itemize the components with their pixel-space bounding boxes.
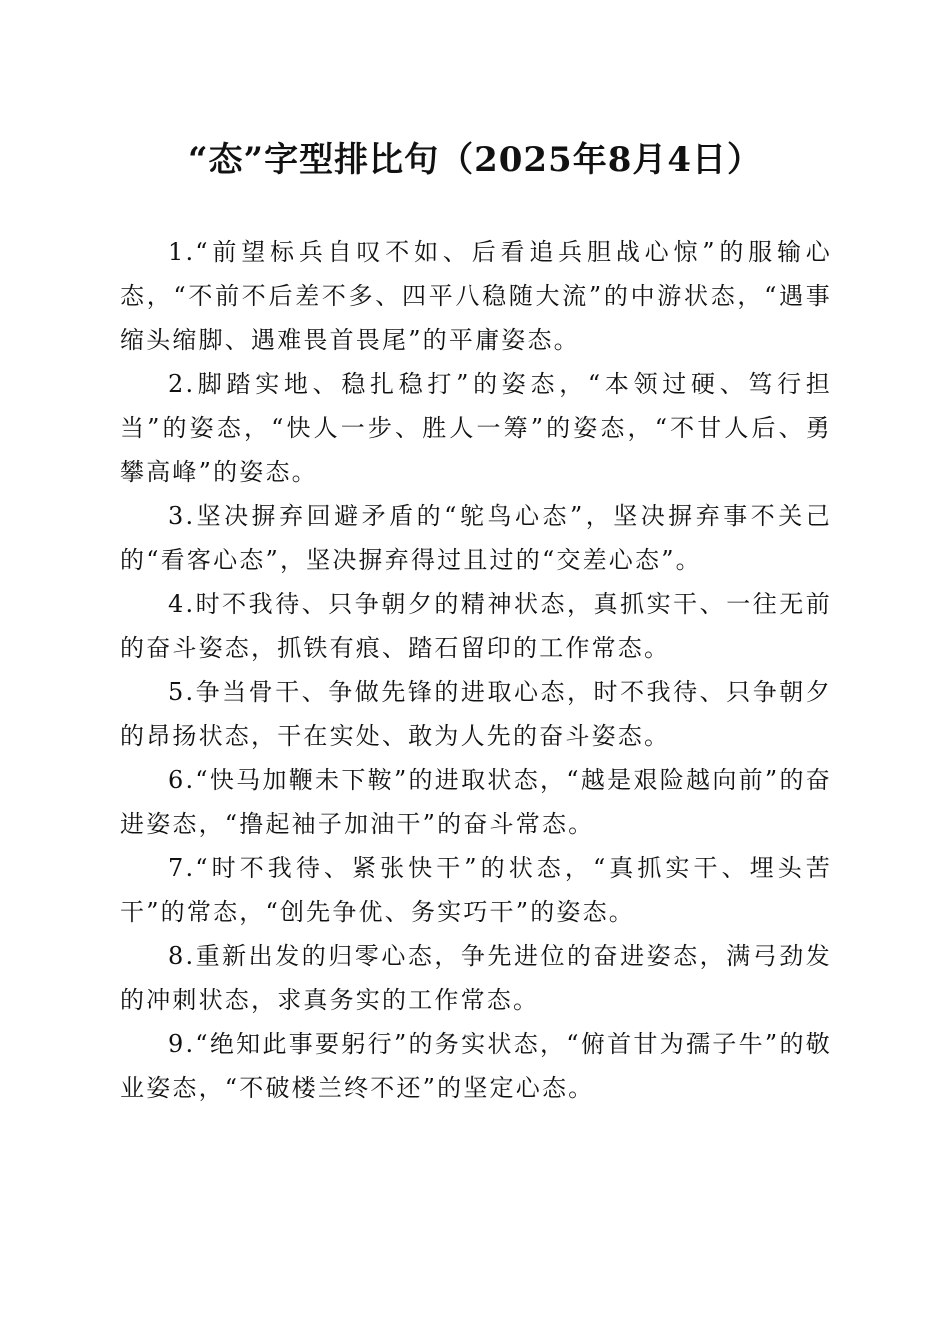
document-body [120,230,832,1110]
paragraph-4: 4.时不我待、只争朝夕的精神状态，真抓实干、一往无前的奋斗姿态，抓铁有痕、踏石留印的工作常态。 [120,590,832,662]
paragraph-3: 3.坚决摒弃回避矛盾的“鸵鸟心态”，坚决摒弃事不关己的“看客心态”，坚决摒弃得过且过的“交差心态”。 [120,502,832,574]
paragraph-5: 5.争当骨干、争做先锋的进取心态，时不我待、只争朝夕的昂扬状态，干在实处、敢为人先的奋斗姿态。 [120,678,832,750]
paragraph-7: 7.“时不我待、紧张快干”的状态，“真抓实干、埋头苦干”的常态，“创先争优、务实巧干”的姿态。 [120,854,832,926]
paragraph-1: 1.“前望标兵自叹不如、后看追兵胆战心惊”的服输心态，“不前不后差不多、四平八稳随大流”的中游状态，“遇事缩头缩脚、遇难畏首畏尾”的平庸姿态。 [120,238,832,354]
document-title: “态”字型排比句（2025年8月4日） [187,140,763,180]
paragraph-2: 2.脚踏实地、稳扎稳打”的姿态，“本领过硬、笃行担当”的姿态，“快人一步、胜人一筹”的姿态，“不甘人后、勇攀高峰”的姿态。 [120,370,832,486]
paragraph-8: 8.重新出发的归零心态，争先进位的奋进姿态，满弓劲发的冲刺状态，求真务实的工作常态。 [120,942,832,1014]
paragraph-9: 9.“绝知此事要躬行”的务实状态，“俯首甘为孺子牛”的敬业姿态，“不破楼兰终不还”的坚定心态。 [120,1030,832,1102]
paragraph-6: 6.“快马加鞭未下鞍”的进取状态，“越是艰险越向前”的奋进姿态，“撸起袖子加油干”的奋斗常态。 [120,766,832,838]
